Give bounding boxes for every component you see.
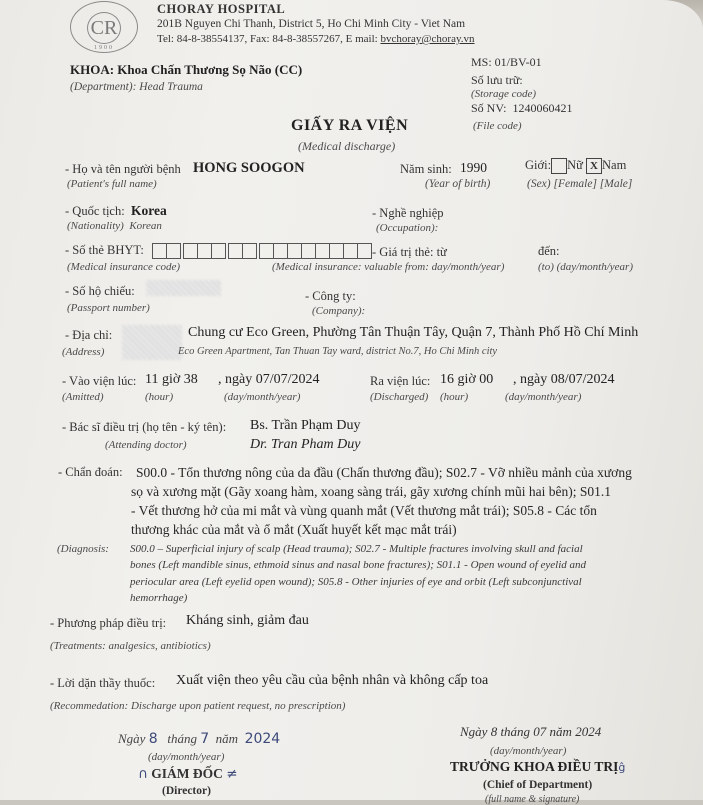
file-code-label: Số NV: [471,101,507,115]
logo-initials: CR [90,17,118,39]
nationality-label: - Quốc tịch: [65,204,125,218]
diagnosis-label: - Chẩn đoán: [58,465,123,479]
address-en: Eco Green Apartment, Tan Thuan Tay ward, district No.7, Ho Chi Minh city [178,346,498,357]
right-sign-date-en: (day/month/year) [490,745,567,757]
diagnosis-line: - Vết thương hở của mi mắt và vùng quanh mắt (Vết thương mắt trái); S05.8 - Các tổn [131,503,597,518]
insurance-en: (Medical insurance code) [67,261,181,273]
patient-name-label: - Họ và tên người bệnh [65,162,181,176]
director-title [138,766,238,782]
file-code-en: (File code) [473,120,522,132]
hospital-name: CHORAY HOSPITAL [157,2,286,16]
diagnosis-line: sọ và xương mặt (Gãy xoang hàm, xoang sàng trái, gãy xương chính mũi hai bên); S01.1 [131,484,611,499]
recommendation-value: Xuất viện theo yêu cầu của bệnh nhân và không cấp toa [176,673,489,688]
nationality-en [67,220,162,232]
diagnosis-en-line: hemorrhage) [130,592,188,604]
male-checkbox[interactable]: X [586,158,602,174]
doctor-name-vi: Bs. Trần Phạm Duy [250,418,361,433]
birth-year: 1990 [460,160,487,175]
female-label: Nữ [567,158,583,172]
ngay-label: Ngày [118,731,146,746]
insurance-label: - Số thẻ BHYT: [65,243,144,257]
admit-date-en: (day/month/year) [224,391,301,403]
storage-code-en: (Storage code) [471,88,537,100]
left-sign-date [118,731,280,747]
storage-code-label: Số lưu trữ: [471,73,523,87]
discharge-en: (Discharged) [370,391,429,403]
diagnosis-en-line: S00.0 – Superficial injury of scalp (Head trauma); S02.7 - Multiple fractures involving skull and facial [130,543,583,555]
right-sign-date: Ngày 8 tháng 07 năm 2024 [460,724,602,739]
nationality-value: Korea [130,203,167,218]
file-code-row [471,101,572,116]
doctor-label: - Bác sĩ điều trị (họ tên - ký tên): [62,420,227,434]
hospital-logo [70,1,138,53]
company-en: (Company): [312,305,366,317]
logo-year: 1900 [94,45,114,51]
hospital-contact [157,33,475,45]
admit-date: , ngày 07/07/2024 [218,372,320,387]
sex-field [525,158,626,174]
discharge-date: , ngày 08/07/2024 [513,372,615,387]
address-vi: Chung cư Eco Green, Phường Tân Thuận Tây, Quận 7, Thành Phố Hồ Chí Minh [188,325,639,340]
diagnosis-line: thương khác của mắt và ổ mắt (Xuất huyết kết mạc mắt trái) [131,522,457,537]
nationality-en-label: (Nationality) [67,220,124,232]
admit-hour-en: (hour) [145,391,174,403]
address-label: - Địa chỉ: [65,328,113,342]
treatment-label: - Phương pháp điều trị: [50,616,167,630]
chief-title [450,759,625,775]
address-en-label: (Address) [62,346,105,358]
handwritten-year: 2024 [244,731,281,747]
admit-time: 11 giờ 38 [145,372,198,387]
document-title: GIẤY RA VIỆN [291,117,409,134]
insurance-to-en: (to) (day/month/year) [538,261,633,273]
patient-name: HONG SOOGON [193,160,305,176]
signature-mark-icon: ∩ [138,766,148,782]
occupation-label: - Nghề nghiệp [372,206,444,220]
hospital-address: 201B Nguyen Chi Thanh, District 5, Ho Chi Minh City - Viet Nam [157,18,466,30]
insurance-code-boxes[interactable] [152,242,371,260]
handwritten-month: 7 [200,731,210,747]
director-title-text: GIÁM ĐỐC [151,766,223,781]
recommendation-label: - Lời dặn thầy thuốc: [50,676,156,690]
birth-year-en: (Year of birth) [425,178,491,190]
occupation-en: (Occupation): [376,222,439,234]
female-checkbox[interactable] [551,158,567,174]
address-redacted [122,325,182,360]
diagnosis-line: S00.0 - Tổn thương nông của da đầu (Chấn thương đầu); S02.7 - Vỡ nhiều mảnh của xương [136,465,632,480]
passport-en: (Passport number) [67,302,150,314]
form-code: MS: 01/BV-01 [471,55,542,69]
file-code-value: 1240060421 [512,101,573,115]
signature-mark-icon: ĝ [618,761,626,774]
passport-label: - Số hộ chiếu: [65,284,135,298]
insurance-to-label: đến: [538,244,560,258]
admit-en: (Amitted) [62,391,104,403]
signature-mark-icon: ≠ [226,766,238,782]
treatment-value: Kháng sinh, giảm đau [186,613,309,628]
insurance-valid-en: (Medical insurance: valuable from: day/month/year) [272,261,505,273]
email-link[interactable]: bvchoray@choray.vn [380,33,475,45]
department-en: (Department): Head Trauma [70,81,203,93]
left-sign-date-en: (day/month/year) [148,751,225,763]
nam-label: năm [215,731,239,746]
passport-number-redacted [146,280,221,296]
diagnosis-en-line: periocular area (Left eyelid open wound); S05.8 - Other injuries of eye and orbit (Left subconjunctival [130,576,582,588]
doctor-label-en: (Attending doctor) [105,439,187,451]
chief-note-en: (full name & signature) [485,794,580,805]
sex-label: Giới: [525,158,552,172]
chief-title-text: TRƯỞNG KHOA ĐIỀU TRỊ [450,759,619,774]
document-title-en: (Medical discharge) [298,139,396,153]
department-label: KHOA: Khoa Chấn Thương Sọ Não (CC) [70,62,303,77]
discharge-date-en: (day/month/year) [505,391,582,403]
male-label: Nam [602,158,627,172]
patient-name-en: (Patient's full name) [67,178,157,190]
nationality-field [65,203,167,219]
chief-title-en: (Chief of Department) [483,779,593,791]
diagnosis-en-label: (Diagnosis: [57,543,109,555]
discharge-time: 16 giờ 00 [440,372,494,387]
director-title-en: (Director) [162,785,211,797]
company-label: - Công ty: [305,289,356,303]
diagnosis-en-line: bones (Left mandible sinus, ethmoid sinus and nasal bone fractures); S01.1 - Open wound of eyelid and [130,559,587,571]
sex-en: (Sex) [Female] [Male] [527,178,633,190]
recommendation-en: (Recommedation: Discharge upon patient request, no prescription) [50,700,346,712]
contact-text: Tel: 84-8-38554137, Fax: 84-8-38557267, E mail: [157,33,381,45]
treatment-en: (Treatments: analgesics, antibiotics) [50,640,211,652]
insurance-valid-label: - Giá trị thẻ: từ [372,245,447,259]
nationality-en-value: Korean [129,220,162,232]
admit-label: - Vào viện lúc: [62,374,137,388]
logo-inner-ring [87,12,121,44]
thang-label: tháng [167,731,197,746]
discharge-hour-en: (hour) [440,391,469,403]
doctor-name-en: Dr. Tran Pham Duy [250,437,361,452]
discharge-label: Ra viện lúc: [370,374,431,388]
handwritten-day: 8 [148,731,158,747]
birth-year-label: Năm sinh: [400,162,452,176]
